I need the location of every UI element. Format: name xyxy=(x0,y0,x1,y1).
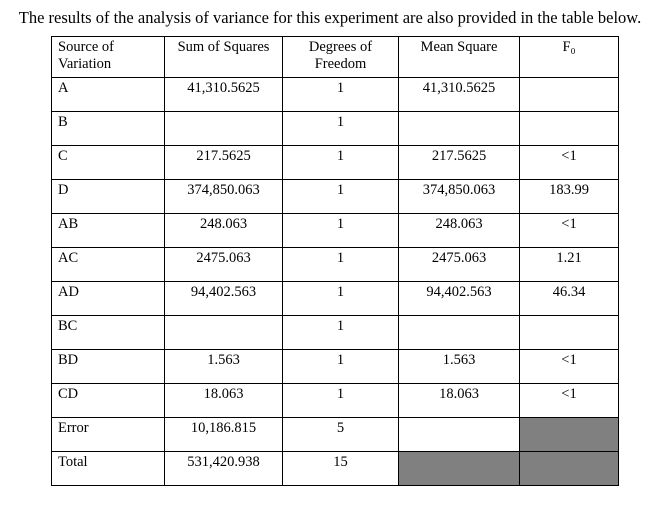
cell-f0: <1 xyxy=(520,384,619,418)
cell-degrees-of-freedom: 5 xyxy=(283,418,399,452)
cell-sum-of-squares: 217.5625 xyxy=(165,146,283,180)
cell-degrees-of-freedom: 15 xyxy=(283,452,399,486)
cell-source: C xyxy=(52,146,165,180)
cell-source: AC xyxy=(52,248,165,282)
cell-degrees-of-freedom: 1 xyxy=(283,214,399,248)
cell-f0: <1 xyxy=(520,146,619,180)
cell-source: Total xyxy=(52,452,165,486)
cell-source: BC xyxy=(52,316,165,350)
table-row xyxy=(52,384,619,418)
cell-source: AD xyxy=(52,282,165,316)
table-row xyxy=(52,146,619,180)
cell-sum-of-squares: 2475.063 xyxy=(165,248,283,282)
header-sum-of-squares: Sum of Squares xyxy=(165,37,283,78)
cell-degrees-of-freedom: 1 xyxy=(283,78,399,112)
cell-degrees-of-freedom: 1 xyxy=(283,112,399,146)
table-row xyxy=(52,112,619,146)
cell-source: BD xyxy=(52,350,165,384)
cell-mean-square xyxy=(399,112,520,146)
anova-table xyxy=(51,36,619,486)
cell-degrees-of-freedom: 1 xyxy=(283,350,399,384)
cell-sum-of-squares: 41,310.5625 xyxy=(165,78,283,112)
cell-f0: 46.34 xyxy=(520,282,619,316)
table-row xyxy=(52,180,619,214)
cell-sum-of-squares: 1.563 xyxy=(165,350,283,384)
cell-mean-square: 217.5625 xyxy=(399,146,520,180)
table-row xyxy=(52,350,619,384)
cell-f0: <1 xyxy=(520,214,619,248)
cell-degrees-of-freedom: 1 xyxy=(283,282,399,316)
shaded-cell xyxy=(399,452,520,486)
cell-sum-of-squares xyxy=(165,316,283,350)
cell-sum-of-squares: 10,186.815 xyxy=(165,418,283,452)
table-row xyxy=(52,282,619,316)
cell-source: B xyxy=(52,112,165,146)
cell-source: D xyxy=(52,180,165,214)
cell-mean-square: 374,850.063 xyxy=(399,180,520,214)
cell-f0 xyxy=(520,78,619,112)
table-row xyxy=(52,248,619,282)
header-source: Source of Variation xyxy=(52,37,165,78)
cell-mean-square: 1.563 xyxy=(399,350,520,384)
cell-sum-of-squares: 94,402.563 xyxy=(165,282,283,316)
cell-f0: 183.99 xyxy=(520,180,619,214)
cell-degrees-of-freedom: 1 xyxy=(283,146,399,180)
cell-f0 xyxy=(520,112,619,146)
cell-mean-square: 2475.063 xyxy=(399,248,520,282)
cell-sum-of-squares: 248.063 xyxy=(165,214,283,248)
header-f0: F₀ xyxy=(520,37,619,78)
cell-sum-of-squares: 531,420.938 xyxy=(165,452,283,486)
cell-sum-of-squares: 374,850.063 xyxy=(165,180,283,214)
cell-degrees-of-freedom: 1 xyxy=(283,180,399,214)
shaded-cell xyxy=(520,452,619,486)
caption-text: The results of the analysis of variance for this experiment are also provided in the table below. xyxy=(18,8,642,27)
table-row xyxy=(52,214,619,248)
cell-mean-square: 94,402.563 xyxy=(399,282,520,316)
cell-degrees-of-freedom: 1 xyxy=(283,384,399,418)
header-row xyxy=(52,37,619,78)
table-row xyxy=(52,452,619,486)
cell-mean-square: 248.063 xyxy=(399,214,520,248)
table-row xyxy=(52,418,619,452)
cell-degrees-of-freedom: 1 xyxy=(283,316,399,350)
cell-source: Error xyxy=(52,418,165,452)
cell-mean-square xyxy=(399,316,520,350)
cell-f0 xyxy=(520,316,619,350)
cell-degrees-of-freedom: 1 xyxy=(283,248,399,282)
table-row xyxy=(52,78,619,112)
cell-f0: <1 xyxy=(520,350,619,384)
shaded-cell xyxy=(520,418,619,452)
cell-f0: 1.21 xyxy=(520,248,619,282)
cell-source: CD xyxy=(52,384,165,418)
table-row xyxy=(52,316,619,350)
cell-sum-of-squares xyxy=(165,112,283,146)
cell-sum-of-squares: 18.063 xyxy=(165,384,283,418)
cell-mean-square: 18.063 xyxy=(399,384,520,418)
header-mean-square: Mean Square xyxy=(399,37,520,78)
header-degrees-of-freedom: Degrees of Freedom xyxy=(283,37,399,78)
cell-mean-square xyxy=(399,418,520,452)
cell-source: AB xyxy=(52,214,165,248)
cell-source: A xyxy=(52,78,165,112)
cell-mean-square: 41,310.5625 xyxy=(399,78,520,112)
